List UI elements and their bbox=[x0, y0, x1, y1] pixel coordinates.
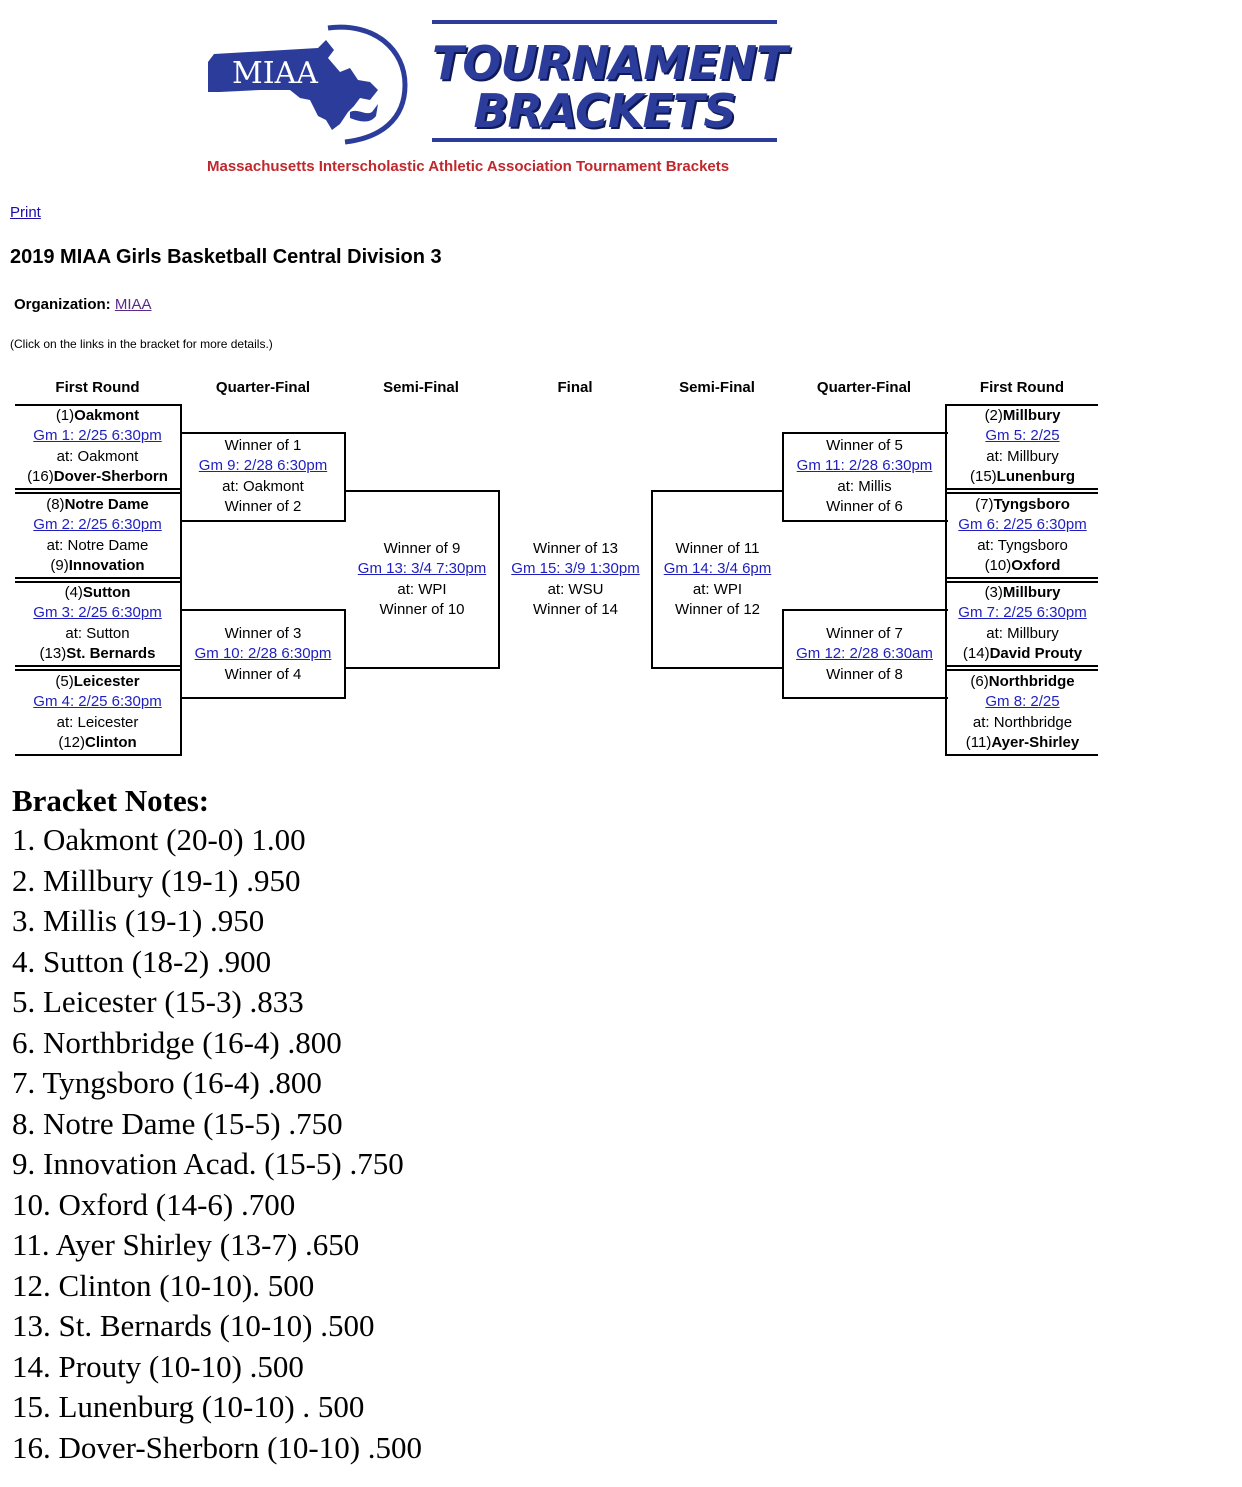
winner-of: Winner of 11 bbox=[675, 540, 760, 557]
game-link[interactable]: Gm 9: 2/28 6:30pm bbox=[198, 457, 328, 475]
miaa-logo bbox=[200, 20, 415, 145]
banner-line-2: BRACKETS bbox=[473, 84, 736, 138]
note-item: 2. Millbury (19-1) .950 bbox=[12, 862, 301, 898]
page-title: 2019 MIAA Girls Basketball Central Division 3 bbox=[10, 246, 442, 268]
team-name: Innovation bbox=[68, 556, 145, 574]
game-link[interactable]: Gm 3: 2/25 6:30pm bbox=[33, 604, 162, 622]
game-site: at: Tyngsboro bbox=[977, 536, 1068, 554]
game-site: at: Northbridge bbox=[972, 713, 1073, 731]
seed: (2) bbox=[984, 407, 1003, 424]
matchup-game-15 bbox=[500, 539, 651, 620]
team-name: Northbridge bbox=[988, 673, 1075, 690]
game-link[interactable]: Gm 4: 2/25 6:30pm bbox=[33, 693, 162, 711]
click-note: (Click on the links in the bracket for more details.) bbox=[10, 337, 273, 351]
game-link[interactable]: Gm 5: 2/25 bbox=[985, 427, 1060, 445]
seed: (9) bbox=[50, 556, 69, 574]
matchup-game-1 bbox=[15, 406, 180, 487]
matchup-game-9 bbox=[182, 436, 344, 517]
note-item: 13. St. Bernards (10-10) .500 bbox=[12, 1308, 375, 1343]
team-name: Millbury bbox=[1002, 584, 1061, 601]
round-header-final: Final bbox=[557, 379, 593, 396]
matchup-game-5 bbox=[947, 406, 1098, 487]
winner-of: Winner of 13 bbox=[532, 540, 619, 557]
round-header-semi-right: Semi-Final bbox=[679, 379, 755, 396]
matchup-game-6 bbox=[947, 495, 1098, 576]
print-link[interactable]: Print bbox=[10, 204, 41, 221]
winner-of: Winner of 8 bbox=[826, 665, 903, 683]
seed: (8) bbox=[46, 496, 65, 513]
game-site: at: Leicester bbox=[56, 713, 139, 731]
game-site: at: WPI bbox=[692, 580, 743, 598]
game-site: at: Millis bbox=[837, 477, 892, 495]
game-link[interactable]: Gm 8: 2/25 bbox=[985, 693, 1060, 711]
note-item: 15. Lunenburg (10-10) . 500 bbox=[12, 1389, 365, 1424]
round-header-semi-left: Semi-Final bbox=[383, 379, 459, 396]
organization-label: Organization: bbox=[14, 296, 111, 313]
game-site: at: WSU bbox=[547, 580, 604, 598]
matchup-game-3 bbox=[15, 583, 180, 664]
winner-of: Winner of 6 bbox=[826, 497, 903, 515]
team-name: Ayer-Shirley bbox=[991, 733, 1080, 751]
matchup-game-12 bbox=[784, 624, 945, 685]
seed: (11) bbox=[965, 733, 992, 751]
winner-of: Winner of 14 bbox=[532, 600, 619, 618]
team-name: Oakmont bbox=[74, 407, 140, 424]
note-item: 3. Millis (19-1) .950 bbox=[12, 903, 265, 938]
note-item: 5. Leicester (15-3) .833 bbox=[12, 984, 304, 1019]
matchup-game-4 bbox=[15, 672, 180, 753]
note-item: 11. Ayer Shirley (13-7) .650 bbox=[12, 1227, 360, 1262]
game-site: at: WPI bbox=[397, 580, 447, 598]
winner-of: Winner of 12 bbox=[674, 600, 761, 618]
banner-tagline: Massachusetts Interscholastic Athletic Association Tournament Brackets bbox=[207, 158, 730, 175]
game-link[interactable]: Gm 14: 3/4 6pm bbox=[663, 560, 772, 578]
team-name: Millbury bbox=[1002, 407, 1061, 424]
game-link[interactable]: Gm 1: 2/25 6:30pm bbox=[33, 427, 162, 445]
game-site: at: Notre Dame bbox=[46, 536, 149, 554]
game-site: at: Millbury bbox=[986, 447, 1059, 465]
winner-of: Winner of 9 bbox=[383, 540, 461, 557]
game-site: at: Oakmont bbox=[222, 477, 304, 495]
note-item: 12. Clinton (10-10). 500 bbox=[12, 1267, 315, 1303]
note-item: 14. Prouty (10-10) .500 bbox=[12, 1348, 304, 1384]
seed: (16) bbox=[27, 467, 54, 485]
game-link[interactable]: Gm 2: 2/25 6:30pm bbox=[33, 516, 162, 534]
winner-of: Winner of 4 bbox=[224, 665, 302, 683]
round-header-first-right: First Round bbox=[979, 379, 1065, 396]
winner-of: Winner of 7 bbox=[826, 625, 903, 642]
seed: (4) bbox=[64, 584, 83, 601]
game-link[interactable]: Gm 12: 2/28 6:30am bbox=[796, 645, 933, 663]
seed: (13) bbox=[39, 644, 67, 662]
seed: (12) bbox=[58, 733, 86, 751]
note-item: 10. Oxford (14-6) .700 bbox=[12, 1186, 296, 1222]
team-name: Notre Dame bbox=[64, 496, 149, 513]
round-header-first-left: First Round bbox=[55, 379, 140, 396]
team-name: St. Bernards bbox=[66, 644, 156, 662]
seed: (7) bbox=[975, 496, 994, 513]
team-name: Clinton bbox=[85, 733, 137, 751]
game-link[interactable]: Gm 13: 3/4 7:30pm bbox=[357, 560, 487, 578]
game-site: at: Oakmont bbox=[56, 447, 139, 465]
note-item: 6. Northbridge (16-4) .800 bbox=[12, 1024, 342, 1060]
seed: (14) bbox=[962, 644, 990, 662]
bracket-notes-title: Bracket Notes: bbox=[12, 783, 210, 818]
game-site: at: Sutton bbox=[65, 624, 130, 642]
team-name: Sutton bbox=[82, 584, 131, 601]
matchup-game-10 bbox=[182, 624, 344, 685]
round-header-quarter-right: Quarter-Final bbox=[816, 379, 912, 396]
note-item: 1. Oakmont (20-0) 1.00 bbox=[12, 822, 306, 857]
matchup-game-11 bbox=[784, 436, 945, 517]
organization-line bbox=[14, 296, 152, 313]
matchup-game-7 bbox=[947, 583, 1098, 664]
seed: (1) bbox=[55, 407, 75, 424]
team-name: David Prouty bbox=[989, 644, 1083, 662]
banner-line-1: TOURNAMENT bbox=[432, 36, 787, 90]
matchup-game-2 bbox=[15, 495, 180, 576]
team-name: Tyngsboro bbox=[993, 496, 1070, 513]
winner-of: Winner of 2 bbox=[224, 497, 302, 515]
team-name: Leicester bbox=[73, 673, 140, 690]
seed: (3) bbox=[984, 584, 1003, 601]
team-name: Lunenburg bbox=[996, 467, 1075, 485]
game-link[interactable]: Gm 10: 2/28 6:30pm bbox=[194, 645, 332, 663]
winner-of: Winner of 3 bbox=[224, 625, 302, 642]
game-link[interactable]: Gm 7: 2/25 6:30pm bbox=[958, 604, 1087, 622]
game-link[interactable]: Gm 6: 2/25 6:30pm bbox=[958, 516, 1087, 534]
seed: (10) bbox=[984, 556, 1012, 574]
seed: (15) bbox=[969, 467, 997, 485]
team-name: Oxford bbox=[1011, 556, 1061, 574]
seed: (6) bbox=[970, 673, 989, 690]
winner-of: Winner of 10 bbox=[379, 600, 465, 618]
round-header-quarter-left: Quarter-Final bbox=[215, 379, 311, 396]
note-item: 9. Innovation Acad. (15-5) .750 bbox=[12, 1146, 404, 1181]
matchup-game-14 bbox=[653, 539, 782, 620]
game-site: at: Millbury bbox=[986, 624, 1059, 642]
organization-link[interactable]: MIAA bbox=[114, 296, 152, 313]
logo-text: MIAA bbox=[232, 56, 318, 91]
game-link[interactable]: Gm 15: 3/9 1:30pm bbox=[511, 560, 640, 578]
matchup-game-8 bbox=[947, 672, 1098, 753]
winner-of: Winner of 5 bbox=[826, 437, 903, 454]
matchup-game-13 bbox=[346, 539, 498, 620]
bracket-notes bbox=[12, 782, 422, 1468]
team-name: Dover-Sherborn bbox=[53, 467, 168, 485]
seed: (5) bbox=[55, 673, 74, 690]
note-item: 8. Notre Dame (15-5) .750 bbox=[12, 1105, 343, 1141]
note-item: 4. Sutton (18-2) .900 bbox=[12, 943, 272, 979]
note-item: 16. Dover-Sherborn (10-10) .500 bbox=[12, 1429, 423, 1465]
game-link[interactable]: Gm 11: 2/28 6:30pm bbox=[796, 457, 933, 475]
winner-of: Winner of 1 bbox=[224, 437, 302, 454]
tournament-brackets-banner bbox=[432, 20, 787, 148]
note-item: 7. Tyngsboro (16-4) .800 bbox=[12, 1065, 322, 1100]
